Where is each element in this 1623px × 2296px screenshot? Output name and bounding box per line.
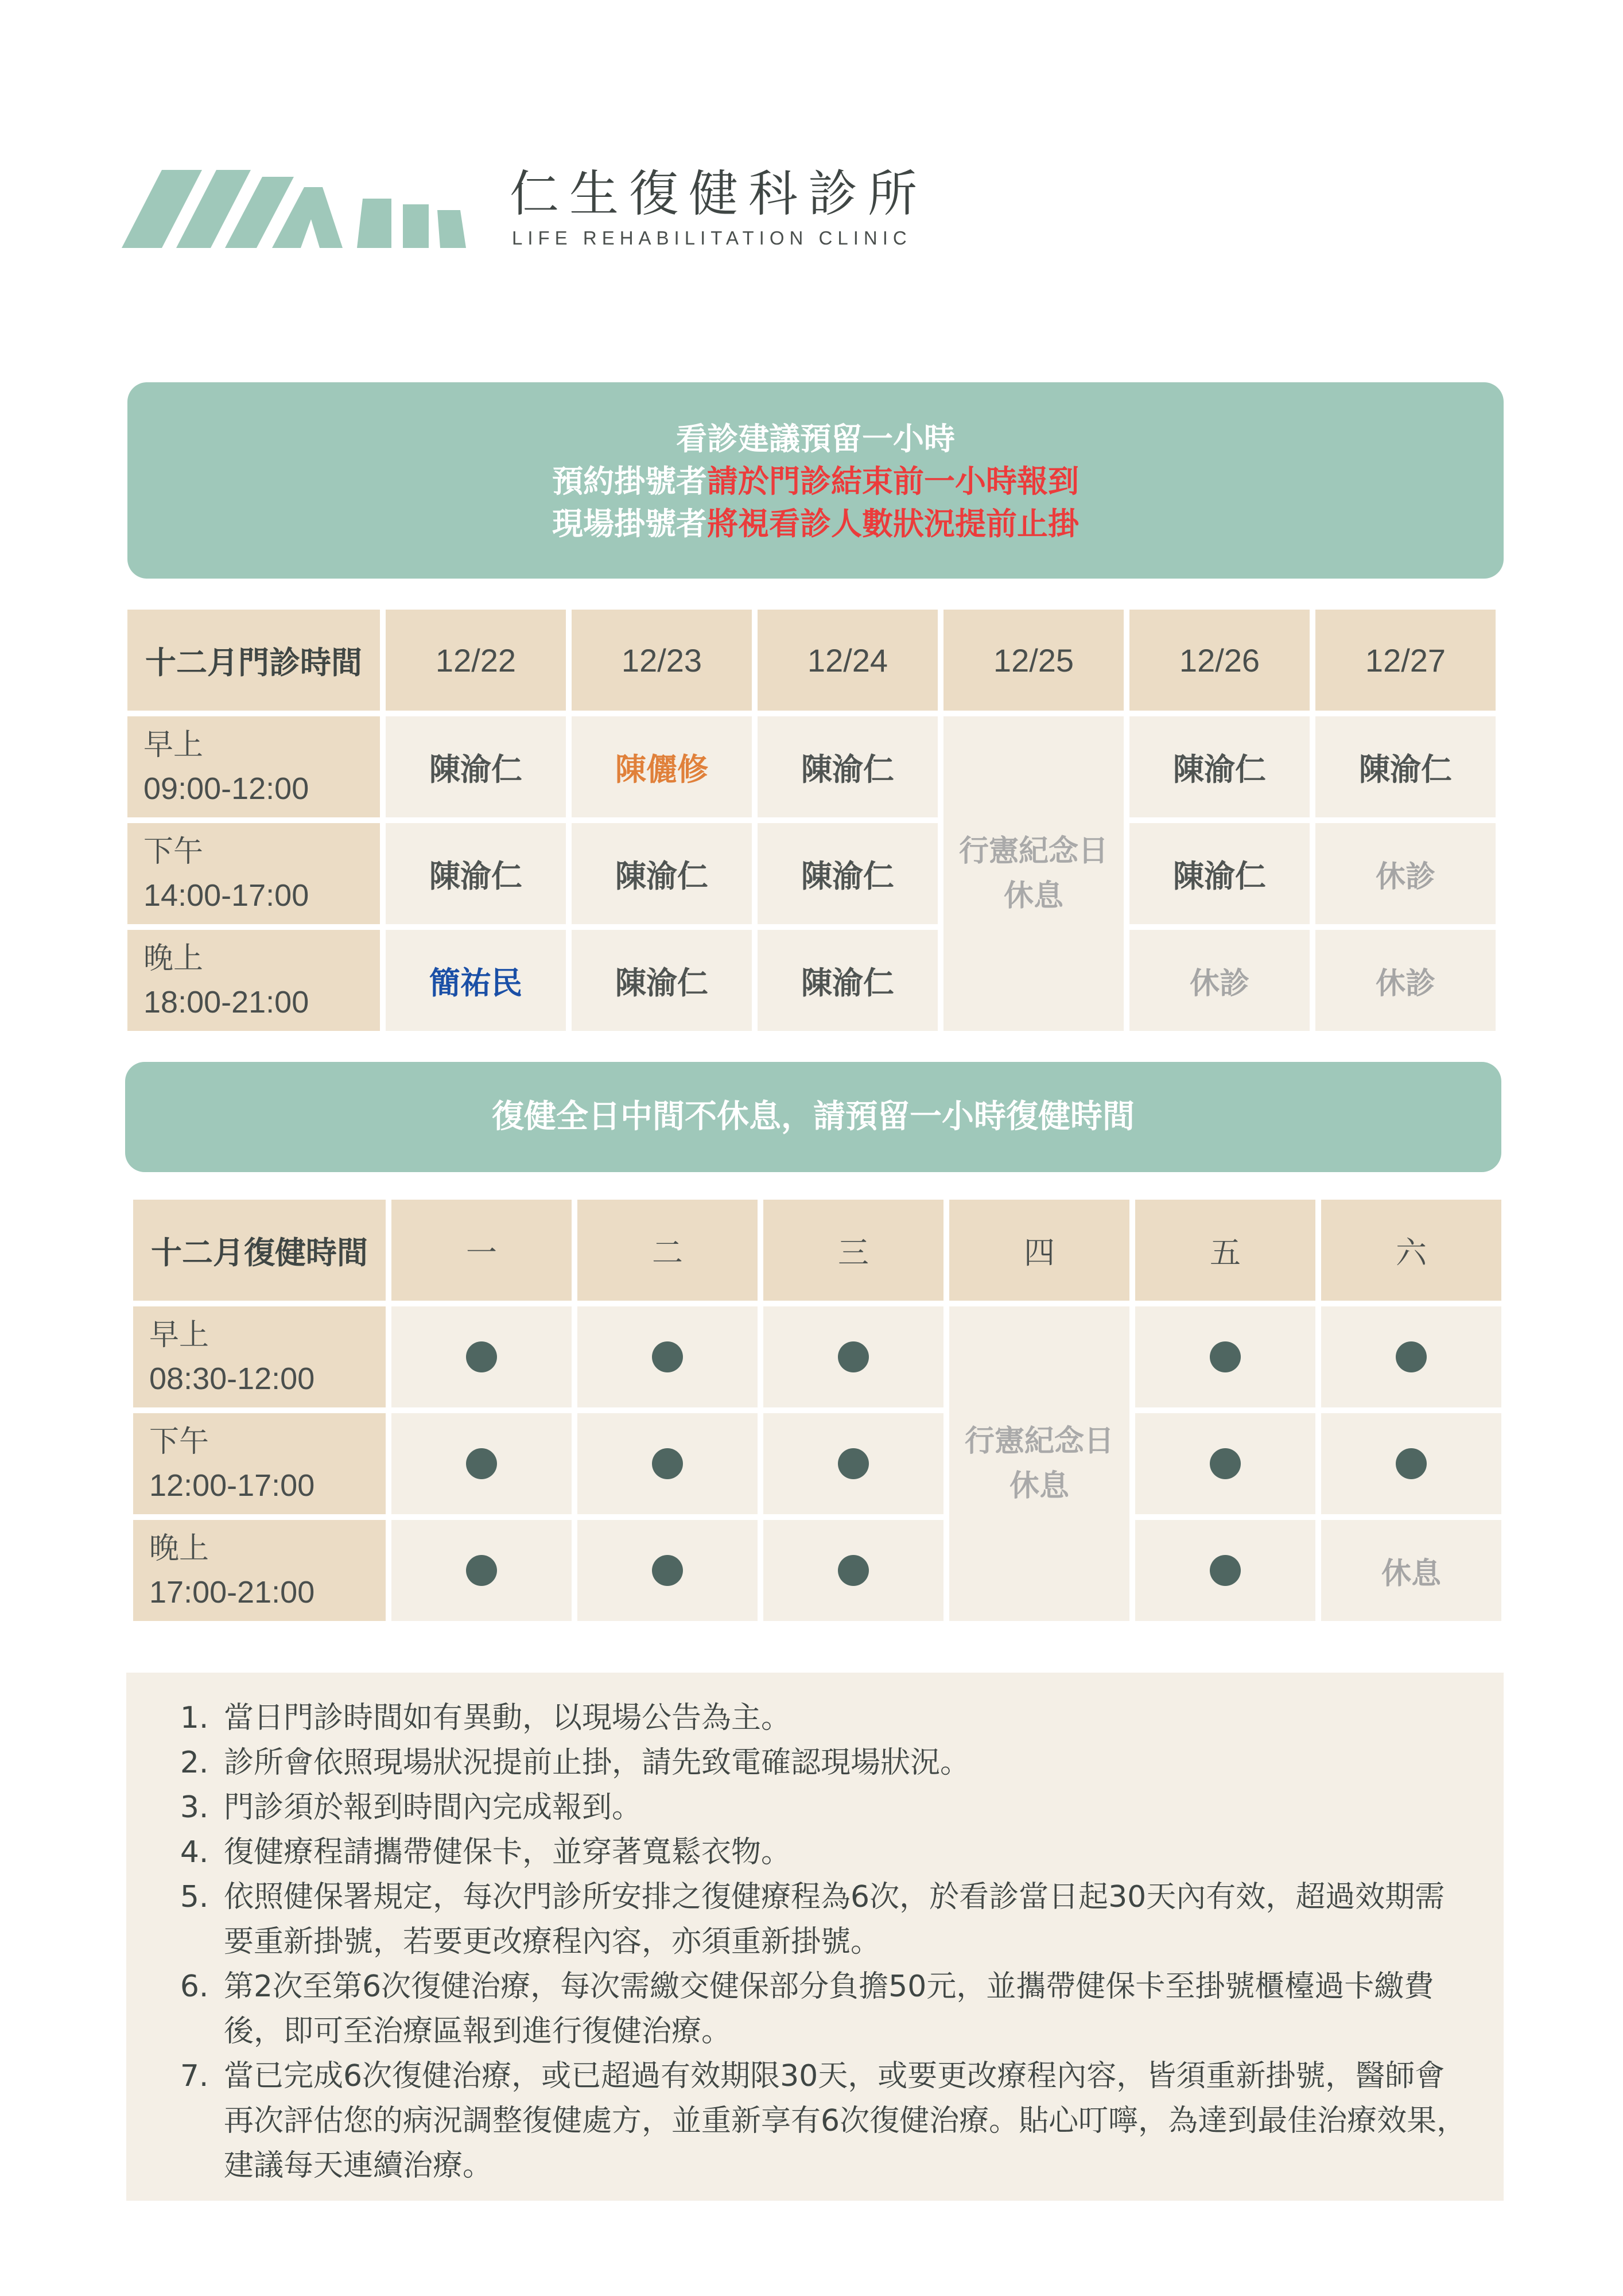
available-cell [1321, 1306, 1501, 1407]
note-item: 1. 當日門診時間如有異動，以現場公告為主。 [218, 1696, 1469, 1740]
doctor-cell: 陳渝仁 [1129, 823, 1310, 924]
available-dot-icon [838, 1448, 869, 1479]
notice-line-3-prefix: 現場掛號者 [552, 506, 707, 542]
available-cell [763, 1413, 943, 1514]
slot-time: 08:30-12:00 [149, 1362, 315, 1396]
clinic-table-title: 十二月門診時間 [127, 610, 380, 711]
available-cell [1135, 1306, 1315, 1407]
notice-line-3 [127, 503, 1504, 545]
doctor-cell: 陳渝仁 [1315, 716, 1496, 817]
slot-time: 12:00-17:00 [149, 1468, 315, 1503]
clinic-name: 仁生復健科診所 [510, 165, 927, 223]
clinic-date-header: 12/25 [943, 610, 1124, 711]
available-dot-icon [838, 1341, 869, 1372]
available-cell [1321, 1413, 1501, 1514]
weekday-header: 四 [949, 1200, 1129, 1301]
available-dot-icon [1210, 1448, 1241, 1479]
clinic-schedule-table [127, 610, 1496, 1031]
holiday-name: 行憲紀念日 [958, 834, 1108, 868]
note-item: 5. 依照健保署規定，每次門診所安排之復健療程為6次，於看診當日起30天內有效，超過效期需要重新掛號，若要更改療程內容，亦須重新掛號。 [218, 1875, 1469, 1964]
available-cell [577, 1413, 758, 1514]
weekday-header: 五 [1135, 1200, 1315, 1301]
slot-time: 18:00-21:00 [143, 985, 309, 1019]
slot-label: 早上 [143, 728, 204, 762]
doctor-cell: 陳渝仁 [1129, 716, 1310, 817]
available-dot-icon [1396, 1448, 1427, 1479]
holiday-name: 行憲紀念日 [964, 1424, 1114, 1459]
closed-cell: 休診 [1315, 930, 1496, 1031]
available-dot-icon [1210, 1555, 1241, 1586]
doctor-cell: 陳渝仁 [758, 930, 938, 1031]
notice-line-2-prefix: 預約掛號者 [552, 463, 707, 499]
clinic-date-header: 12/26 [1129, 610, 1310, 711]
available-dot-icon [652, 1341, 683, 1372]
notes-list [184, 1696, 1469, 2188]
note-item: 4. 復健療程請攜帶健保卡，並穿著寬鬆衣物。 [218, 1830, 1469, 1875]
clinic-date-header: 12/27 [1315, 610, 1496, 711]
notice-line-2-highlight: 請於門診結束前一小時報到 [707, 463, 1079, 499]
note-item: 3. 門診須於報到時間內完成報到。 [218, 1785, 1469, 1830]
slot-label: 下午 [149, 1425, 209, 1459]
clinic-logo-mark [122, 170, 466, 248]
available-dot-icon [1210, 1341, 1241, 1372]
slot-time: 17:00-21:00 [149, 1575, 315, 1609]
available-cell [391, 1413, 572, 1514]
clinic-slot-morning [127, 716, 380, 817]
doctor-cell: 陳渝仁 [572, 930, 752, 1031]
doctor-cell: 陳渝仁 [572, 823, 752, 924]
notice-line-2 [127, 460, 1504, 503]
slot-time: 14:00-17:00 [143, 878, 309, 913]
available-cell [391, 1306, 572, 1407]
holiday-rest: 休息 [1009, 1469, 1069, 1503]
clinic-slot-evening [127, 930, 380, 1031]
doctor-cell: 陳渝仁 [386, 823, 566, 924]
available-cell [763, 1306, 943, 1407]
available-dot-icon [1396, 1341, 1427, 1372]
clinic-slot-afternoon [127, 823, 380, 924]
doctor-cell: 陳渝仁 [386, 716, 566, 817]
available-dot-icon [466, 1555, 497, 1586]
doctor-cell: 陳儷修 [572, 716, 752, 817]
available-cell [391, 1520, 572, 1621]
note-item: 6. 第2次至第6次復健治療，每次需繳交健保部分負擔50元，並攜帶健保卡至掛號櫃檯過卡繳費後，即可至治療區報到進行復健治療。 [218, 1964, 1469, 2054]
available-cell [1135, 1520, 1315, 1621]
clinic-name-english: LIFE REHABILITATION CLINIC [512, 227, 912, 249]
slot-time: 09:00-12:00 [143, 771, 309, 806]
notice-line-3-highlight: 將視看診人數狀況提前止掛 [707, 506, 1079, 542]
available-dot-icon [466, 1341, 497, 1372]
rehab-slot-afternoon [133, 1413, 386, 1514]
rehab-slot-morning [133, 1306, 386, 1407]
doctor-cell: 陳渝仁 [758, 716, 938, 817]
note-item: 7. 當已完成6次復健治療，或已超過有效期限30天，或要更改療程內容，皆須重新掛號，醫師會再次評估您的病況調整復健處方，並重新享有6次復健治療。貼心叮嚀，為達到最佳治療效果，建議每天連續治療。 [218, 2054, 1469, 2188]
clinic-holiday-cell [943, 716, 1124, 1031]
clinic-date-header: 12/24 [758, 610, 938, 711]
notice-banner [127, 382, 1504, 579]
clinic-date-header: 12/23 [572, 610, 752, 711]
available-cell [763, 1520, 943, 1621]
slot-label: 下午 [143, 835, 204, 869]
available-dot-icon [652, 1555, 683, 1586]
slot-label: 晚上 [149, 1531, 209, 1566]
slot-label: 晚上 [143, 941, 204, 976]
clinic-date-header: 12/22 [386, 610, 566, 711]
available-cell [1135, 1413, 1315, 1514]
notes-panel [126, 1673, 1504, 2201]
rehab-holiday-cell [949, 1306, 1129, 1621]
slot-label: 早上 [149, 1318, 209, 1352]
available-cell [577, 1520, 758, 1621]
available-dot-icon [652, 1448, 683, 1479]
doctor-cell: 簡祐民 [386, 930, 566, 1031]
note-item: 2. 診所會依照現場狀況提前止掛，請先致電確認現場狀況。 [218, 1740, 1469, 1785]
rehab-table-title: 十二月復健時間 [133, 1200, 386, 1301]
rehab-schedule-table [133, 1200, 1501, 1621]
closed-cell: 休息 [1321, 1520, 1501, 1621]
weekday-header: 二 [577, 1200, 758, 1301]
weekday-header: 六 [1321, 1200, 1501, 1301]
available-dot-icon [838, 1555, 869, 1586]
rehab-banner: 復健全日中間不休息，請預留一小時復健時間 [125, 1062, 1501, 1172]
weekday-header: 一 [391, 1200, 572, 1301]
available-cell [577, 1306, 758, 1407]
holiday-rest: 休息 [1003, 879, 1063, 913]
closed-cell: 休診 [1129, 930, 1310, 1031]
rehab-slot-evening [133, 1520, 386, 1621]
closed-cell: 休診 [1315, 823, 1496, 924]
doctor-cell: 陳渝仁 [758, 823, 938, 924]
notice-line-1: 看診建議預留一小時 [676, 421, 955, 457]
weekday-header: 三 [763, 1200, 943, 1301]
available-dot-icon [466, 1448, 497, 1479]
